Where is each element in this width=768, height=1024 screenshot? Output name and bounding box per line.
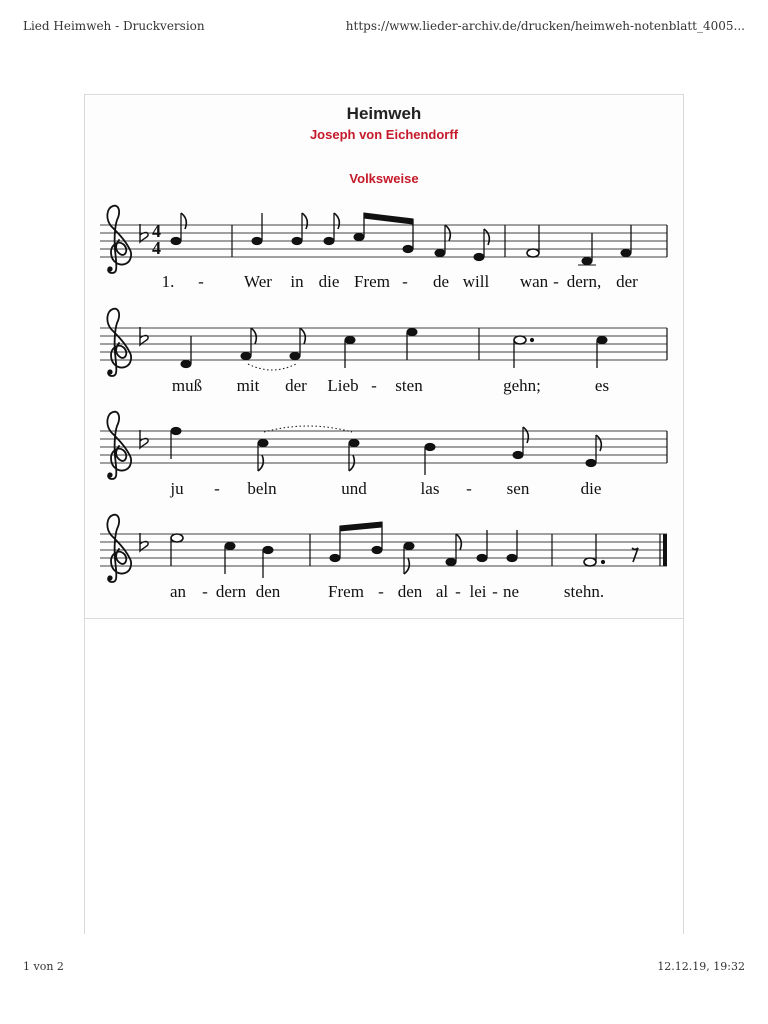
- lyric-hyphen: -: [371, 376, 377, 395]
- lyric-hyphen: -: [202, 582, 208, 601]
- lyric-syllable: Frem: [354, 272, 390, 291]
- lyric-syllable: beln: [247, 479, 277, 498]
- print-header-url: https://www.lieder-archiv.de/drucken/heimweh-notenblatt_4005...: [345, 19, 745, 33]
- lyric-hyphen: -: [402, 272, 408, 291]
- print-header-title: Lied Heimweh - Druckversion: [23, 19, 205, 33]
- lyric-hyphen: -: [198, 272, 204, 291]
- lyricist: Joseph von Eichendorff: [309, 127, 459, 142]
- lyric-syllable: muß: [171, 376, 203, 395]
- staff-system-3: [100, 412, 667, 479]
- lyric-syllable: dern: [215, 582, 247, 601]
- lyric-syllable: wan: [519, 272, 549, 291]
- lyric-syllable: ne: [502, 582, 520, 601]
- song-title: Heimweh: [346, 104, 422, 123]
- lyric-syllable: mit: [236, 376, 260, 395]
- lyric-syllable: dern,: [566, 272, 602, 291]
- staff-system-4: [100, 515, 667, 582]
- treble-clef-icon: [107, 206, 131, 273]
- lyric-syllable: las: [420, 479, 440, 498]
- lyric-syllable: sen: [506, 479, 530, 498]
- lyric-syllable: lei: [469, 582, 487, 601]
- lyric-syllable: will: [462, 272, 490, 291]
- lyric-syllable: den: [397, 582, 423, 601]
- lyric-syllable: an: [169, 582, 187, 601]
- lyric-syllable: den: [255, 582, 281, 601]
- lyric-syllable: gehn;: [503, 376, 541, 395]
- treble-clef-icon: [107, 309, 131, 376]
- staff-system-2: [100, 309, 667, 376]
- lyric-syllable: sten: [395, 376, 423, 395]
- lyric-syllable: Lieb: [327, 376, 359, 395]
- print-footer: [23, 960, 745, 976]
- time-signature-top: 4: [152, 221, 161, 241]
- lyric-syllable: es: [594, 376, 610, 395]
- lyric-hyphen: -: [378, 582, 384, 601]
- print-timestamp: 12.12.19, 19:32: [657, 960, 745, 973]
- lyric-syllable: al: [435, 582, 449, 601]
- lyric-syllable: Wer: [244, 272, 272, 291]
- lyric-hyphen: -: [553, 272, 559, 291]
- lyric-hyphen: -: [214, 479, 220, 498]
- lyric-syllable: 1.: [161, 272, 175, 291]
- lyric-syllable: der: [616, 272, 638, 291]
- lyric-syllable: die: [318, 272, 340, 291]
- lyric-hyphen: -: [492, 582, 498, 601]
- treble-clef-icon: [107, 412, 131, 479]
- lyric-syllable: ju: [170, 479, 184, 498]
- lyric-syllable: de: [432, 272, 450, 291]
- lyric-syllable: stehn.: [563, 582, 605, 601]
- staff-system-1: [100, 206, 667, 273]
- melody-credit: Volksweise: [349, 171, 419, 186]
- lyric-syllable: Frem: [328, 582, 364, 601]
- treble-clef-icon: [107, 515, 131, 582]
- time-signature-bottom: 4: [152, 238, 161, 258]
- lyric-syllable: die: [580, 479, 602, 498]
- page-count: 1 von 2: [23, 960, 64, 973]
- lyric-syllable: in: [290, 272, 304, 291]
- lyric-syllable: der: [285, 376, 307, 395]
- lyric-syllable: und: [341, 479, 367, 498]
- lyric-hyphen: -: [466, 479, 472, 498]
- lyric-hyphen: -: [455, 582, 461, 601]
